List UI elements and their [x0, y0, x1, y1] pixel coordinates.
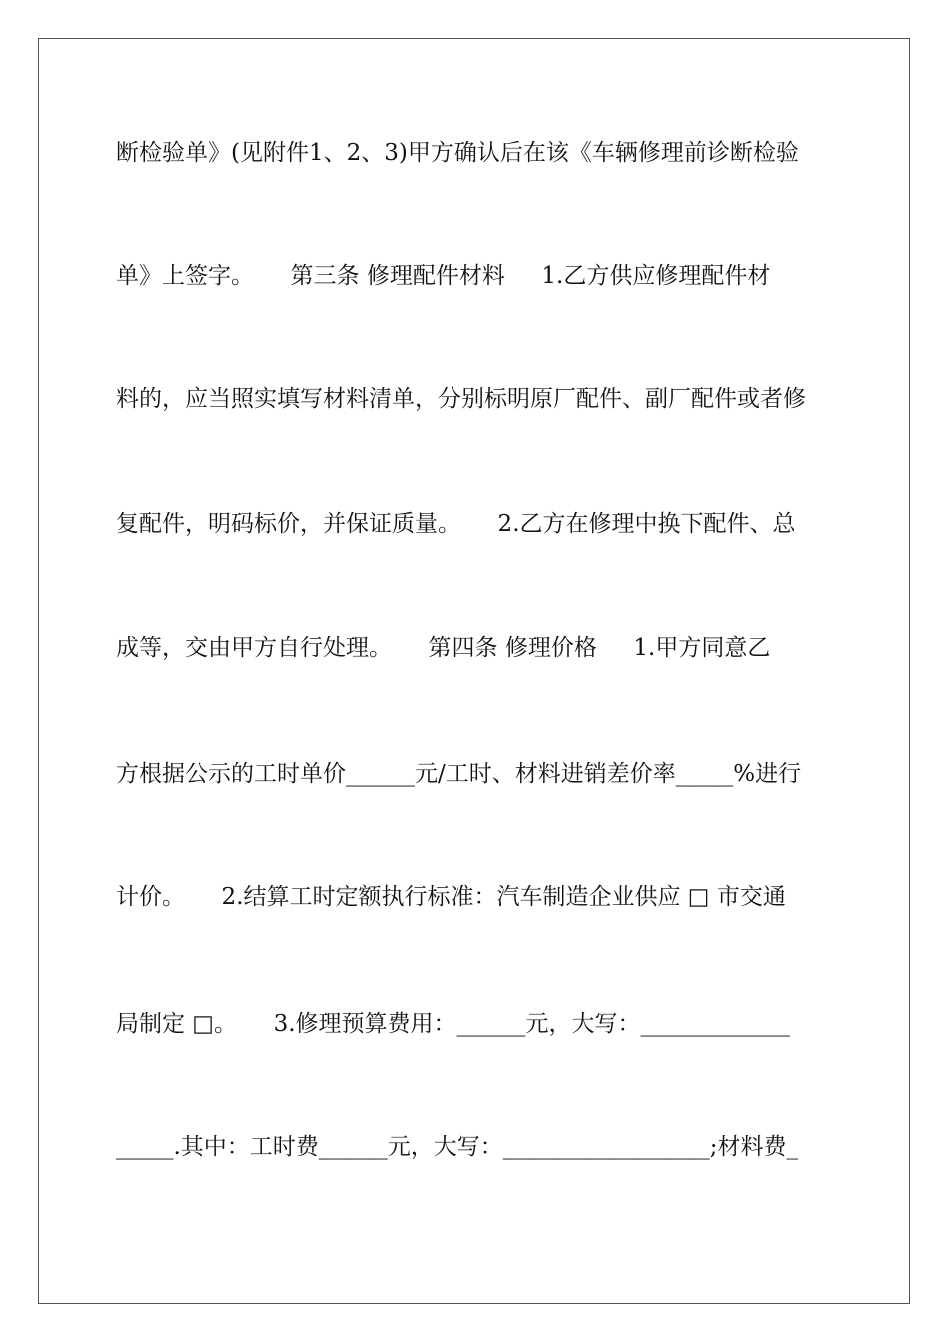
contract-text-line: 单》上签字。 第三条 修理配件材料 1.乙方供应修理配件材 — [116, 263, 771, 289]
page-frame — [38, 38, 910, 1304]
contract-text-line: 成等，交由甲方自行处理。 第四条 修理价格 1.甲方同意乙 — [116, 635, 771, 661]
contract-text-line: 复配件，明码标价，并保证质量。 2.乙方在修理中换下配件、总 — [116, 511, 796, 537]
contract-text-line: 计价。 2.结算工时定额执行标准：汽车制造企业供应 □ 市交通 — [116, 884, 786, 910]
contract-text-line: 方根据公示的工时单价______元/工时、材料进销差价率_____%进行 — [116, 761, 802, 787]
contract-text-line: 料的，应当照实填写材料清单，分别标明原厂配件、副厂配件或者修 — [116, 386, 806, 412]
contract-text-line: 断检验单》(见附件1、2、3)甲方确认后在该《车辆修理前诊断检验 — [116, 140, 799, 166]
contract-text-line: 局制定 □。 3.修理预算费用：______元，大写：_____________ — [116, 1011, 791, 1037]
contract-text-line: _____.其中：工时费______元，大写：__________________;材料费_ — [116, 1134, 799, 1160]
